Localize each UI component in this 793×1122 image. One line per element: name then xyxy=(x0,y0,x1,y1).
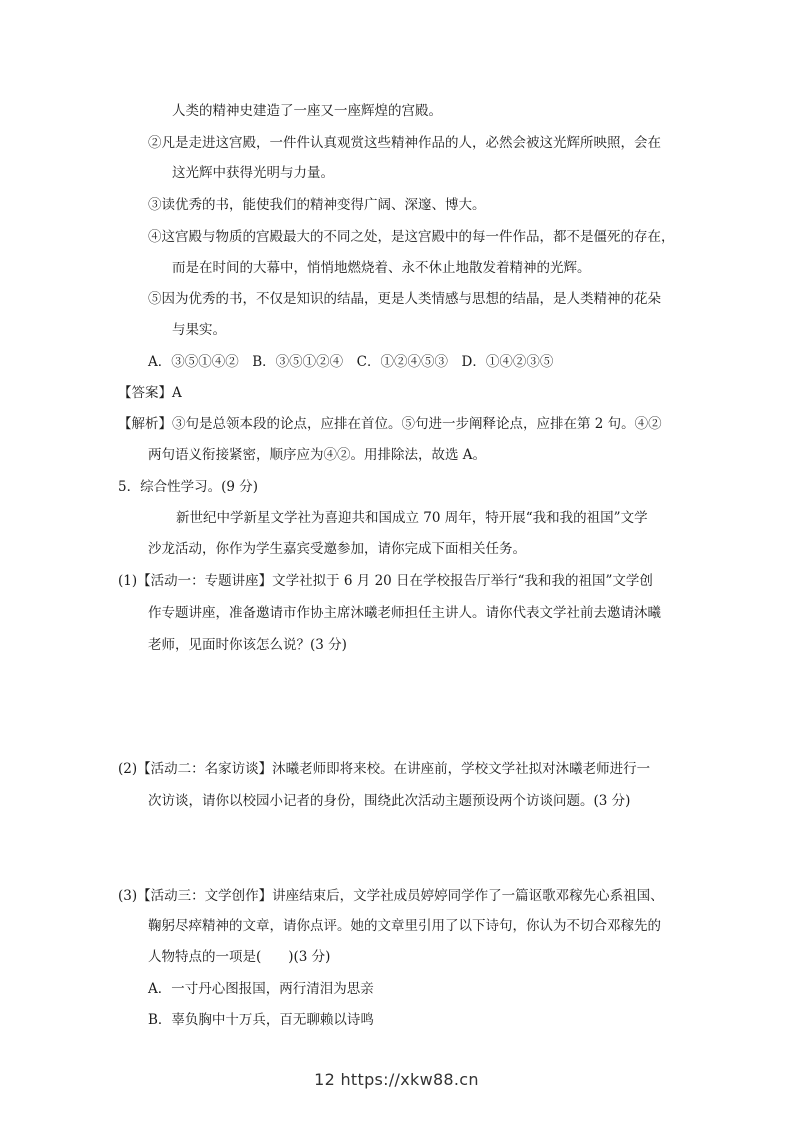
sentence-5-line-1: ⑤因为优秀的书，不仅是知识的结晶，更是人类情感与思想的结晶，是人类精神的花朵 xyxy=(148,291,661,307)
q5-intro-line-2: 沙龙活动，你作为学生嘉宾受邀参加，请你完成下面相关任务。 xyxy=(148,541,526,557)
q5-intro-line-1: 新世纪中学新星文学社为喜迎共和国成立 70 周年，特开展“我和我的祖国”文学 xyxy=(176,510,648,526)
sentence-3: ③读优秀的书，能使我们的精神变得广阔、深邃、博大。 xyxy=(148,197,486,213)
q5-part3-option-a: A．一寸丹心图报国，两行清泪为思亲 xyxy=(148,981,374,997)
q5-part3-line-3: 人物特点的一项是( )(3 分) xyxy=(148,949,331,965)
q5-part1-line-3: 老师，见面时你该怎么说？(3 分) xyxy=(148,637,347,653)
sentence-4-line-2: 而是在时间的大幕中，悄悄地燃烧着、永不休止地散发着精神的光辉。 xyxy=(172,260,591,276)
q5-part2-line-2: 次访谈，请你以校园小记者的身份，围绕此次活动主题预设两个访谈问题。(3 分) xyxy=(148,793,631,809)
q4-answer: 【答案】A xyxy=(118,385,182,401)
q5-part1-line-1: (1)【活动一：专题讲座】文学社拟于 6 月 20 日在学校报告厅举行“我和我的祖国”文学创 xyxy=(118,573,653,589)
q4-options: A．③⑤①④② B．③⑤①②④ C．①②④⑤③ D．①④②③⑤ xyxy=(148,354,554,370)
q5-title: 5．综合性学习。(9 分) xyxy=(118,479,259,495)
sentence-1-continuation: 人类的精神史建造了一座又一座辉煌的宫殿。 xyxy=(172,103,442,119)
sentence-2-line-2: 这光辉中获得光明与力量。 xyxy=(172,165,334,181)
q5-part3-option-b: B．辜负胸中十万兵，百无聊赖以诗鸣 xyxy=(148,1012,374,1028)
sentence-5-line-2: 与果实。 xyxy=(172,322,226,338)
sentence-4-line-1: ④这宫殿与物质的宫殿最大的不同之处，是这宫殿中的每一件作品，都不是僵死的存在， xyxy=(148,229,675,245)
page-footer: 12 https://xkw88.cn xyxy=(314,1070,479,1089)
q4-analysis-line-1: 【解析】③句是总领本段的论点，应排在首位。⑤句进一步阐释论点，应排在第 2 句。④② xyxy=(118,416,662,432)
q4-analysis-line-2: 两句语义衔接紧密，顺序应为④②。用排除法，故选 A。 xyxy=(148,447,487,463)
q5-part3-line-1: (3)【活动三：文学创作】讲座结束后，文学社成员婷婷同学作了一篇讴歌邓稼先心系祖国、 xyxy=(118,888,664,904)
q5-part2-line-1: (2)【活动二：名家访谈】沐曦老师即将来校。在讲座前，学校文学社拟对沐曦老师进行一 xyxy=(118,761,651,777)
sentence-2-line-1: ②凡是走进这宫殿，一件件认真观赏这些精神作品的人，必然会被这光辉所映照，会在 xyxy=(148,135,661,151)
q5-part1-line-2: 作专题讲座，准备邀请市作协主席沐曦老师担任主讲人。请你代表文学社前去邀请沐曦 xyxy=(148,605,661,621)
q5-part3-line-2: 鞠躬尽瘁精神的文章，请你点评。她的文章里引用了以下诗句，你认为不切合邓稼先的 xyxy=(148,918,661,934)
